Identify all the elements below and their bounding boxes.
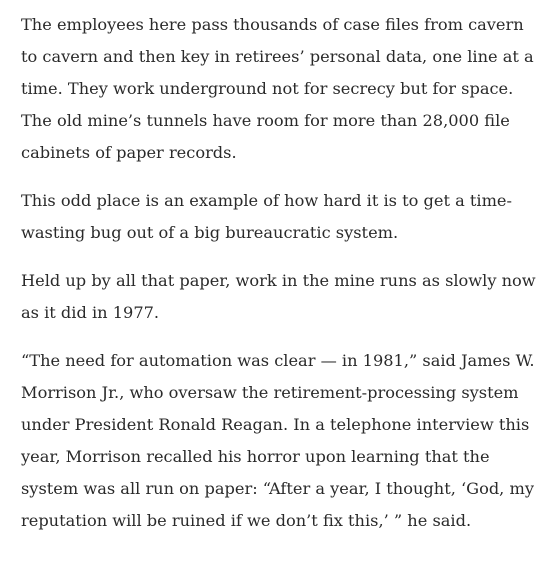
article-paragraph-2: This odd place is an example of how hard it is to get a time-wasting bug out of a big bureaucratic system. (21, 191, 512, 242)
article-paragraph-1: The employees here pass thousands of case files from cavern to cavern and then key in retirees’ personal data, one line at a time. They work underground not for secrecy but for space. The old mine’s tunnels have room for more than 28,000 file cabinets of paper records. (21, 15, 534, 162)
article-paragraph-3: Held up by all that paper, work in the mine runs as slowly now as it did in 1977. (21, 271, 536, 322)
article-paragraph-4: “The need for automation was clear — in 1981,” said James W. Morrison Jr., who oversaw the retirement-processing system under President Ronald Reagan. In a telephone interview this year, Morrison recalled his horror upon learning that the system was all run on paper: “After a year, I thought, ‘God, my reputation will be ruined if we don’t fix this,’ ” he said. (21, 351, 535, 530)
